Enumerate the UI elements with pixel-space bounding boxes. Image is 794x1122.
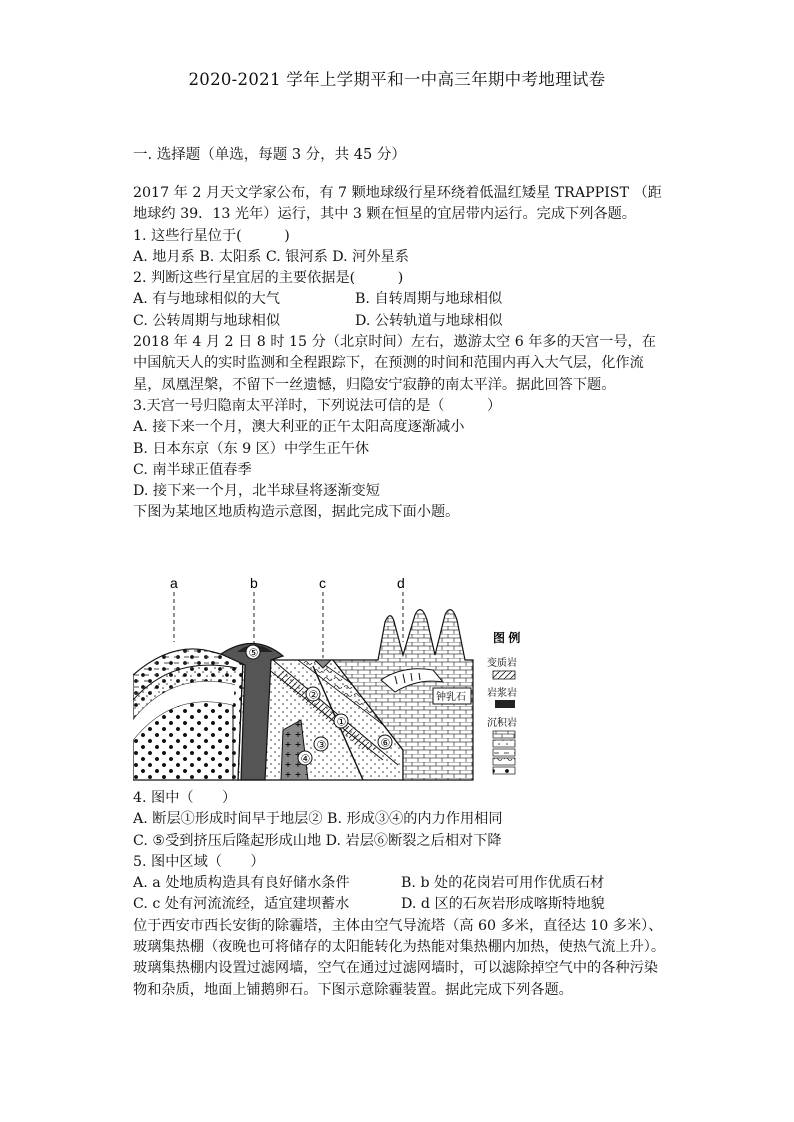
figure-intro: 下图为某地区地质构造示意图，据此完成下面小题。	[133, 504, 460, 521]
q5-option-a: A. a 处地质构造具有良好储水条件	[133, 875, 350, 892]
layer-5: ⑤	[248, 646, 259, 660]
layer-4: ④	[300, 752, 311, 766]
legend-igneous: 岩浆岩	[487, 688, 517, 699]
q5-options-row-1	[133, 873, 668, 894]
legend-sedimentary: 沉积岩	[487, 718, 517, 729]
legend-swatch-1	[493, 731, 515, 738]
q5-stem: 5. 图中区域（ ）	[133, 853, 265, 870]
folded-strata	[133, 649, 243, 780]
q5-options-row-2	[133, 894, 668, 915]
legend-swatch-3	[493, 749, 515, 756]
q2-option-a: A. 有与地球相似的大气	[133, 291, 280, 308]
q3-stem: 3.天宫一号归隐南太平洋时，下列说法可信的是（ ）	[133, 397, 502, 414]
passage-3: 位于西安市西长安街的除霾塔，主体由空气导流塔（高 60 多米，直径达 10 多米）、玻璃集热棚（夜晚也可将储存的太阳能转化为热能对集热棚内加热，使热气流上升）。玻璃集热棚内设置过滤网墙，空气在通过过滤网墙时，可以滤除掉空气中的各种污染物和杂质，地面上铺鹅卵石。下图示意除霾装置。据此完成下列各题。	[133, 917, 666, 998]
q5-option-d: D. d 区的石灰岩形成喀斯特地貌	[401, 896, 605, 913]
legend-metamorphic: 变质岩	[487, 658, 517, 669]
label-b: b	[250, 575, 258, 591]
label-c: c	[319, 575, 326, 591]
page-title: 2020-2021 学年上学期平和一中高三年期中考地理试卷	[188, 70, 606, 89]
q5-option-c: C. c 处有河流流经，适宜建坝蓄水	[133, 896, 350, 913]
q4-stem: 4. 图中（ ）	[133, 790, 237, 806]
legend-swatch-metamorphic	[493, 671, 515, 679]
lower-text-block	[133, 788, 668, 1001]
label-d: d	[397, 575, 405, 591]
label-a: a	[170, 575, 178, 591]
geology-diagram	[133, 570, 533, 784]
legend-swatch-igneous	[495, 700, 515, 708]
q3-option-b: B. 日本东京（东 9 区）中学生正午休	[133, 440, 370, 457]
legend-swatch-2	[493, 740, 515, 747]
q2-option-b: B. 自转周期与地球相似	[355, 291, 503, 308]
layer-3: ③	[316, 738, 327, 752]
q3-option-d: D. 接下来一个月，北半球昼将逐渐变短	[133, 483, 380, 500]
q3-option-a: A. 接下来一个月，澳大利亚的正午太阳高度逐渐减小	[133, 419, 465, 436]
layer-2: ②	[308, 688, 319, 702]
q5-option-b: B. b 处的花岗岩可用作优质石材	[401, 875, 605, 892]
legend-swatch-4	[493, 758, 515, 765]
cave-label: 钟乳石	[436, 692, 466, 703]
legend-title: 图 例	[493, 631, 521, 645]
q2-options-row-1	[133, 289, 668, 310]
q4-options-cd: C. ⑤受到挤压后隆起形成山地 D. 岩层⑥断裂之后相对下降	[133, 832, 502, 849]
q2-stem: 2. 判断这些行星宜居的主要依据是( )	[133, 270, 404, 287]
passage-2: 2018 年 4 月 2 日 8 时 15 分（北京时间）左右，遨游太空 6 年多的天宫一号，在中国航天人的实时监测和全程跟踪下，在预测的时间和范围内再入大气层，化作流星，凤凰涅槃，不留下一丝遗憾，归隐安宁寂静的南太平洋。据此回答下题。	[133, 334, 656, 393]
passage-1: 2017 年 2 月天文学家公布，有 7 颗地球级行星环绕着低温红矮星 TRAPPIST （距地球约 39．13 光年）运行，其中 3 颗在恒星的宜居带内运行。完成下列各题。	[133, 185, 662, 223]
layer-6: ⑥	[380, 736, 391, 750]
q1-options: A. 地月系 B. 太阳系 C. 银河系 D. 河外星系	[133, 248, 409, 265]
section-heading: 一. 选择题（单选，每题 3 分，共 45 分）	[133, 147, 406, 163]
q2-option-d: D. 公转轨道与地球相似	[355, 312, 503, 329]
legend-swatch-5	[493, 767, 515, 774]
upper-text-block	[133, 183, 668, 524]
q4-options-ab: A. 断层①形成时间早于地层② B. 形成③④的内力作用相同	[133, 811, 503, 828]
guide-lines	[174, 592, 403, 658]
legend	[487, 630, 520, 774]
q2-option-c: C. 公转周期与地球相似	[133, 312, 281, 329]
q3-option-c: C. 南半球正值春季	[133, 461, 252, 478]
q2-options-row-2	[133, 311, 668, 332]
q1-stem: 1. 这些行星位于( )	[133, 227, 290, 244]
layer-1: ①	[336, 715, 347, 729]
